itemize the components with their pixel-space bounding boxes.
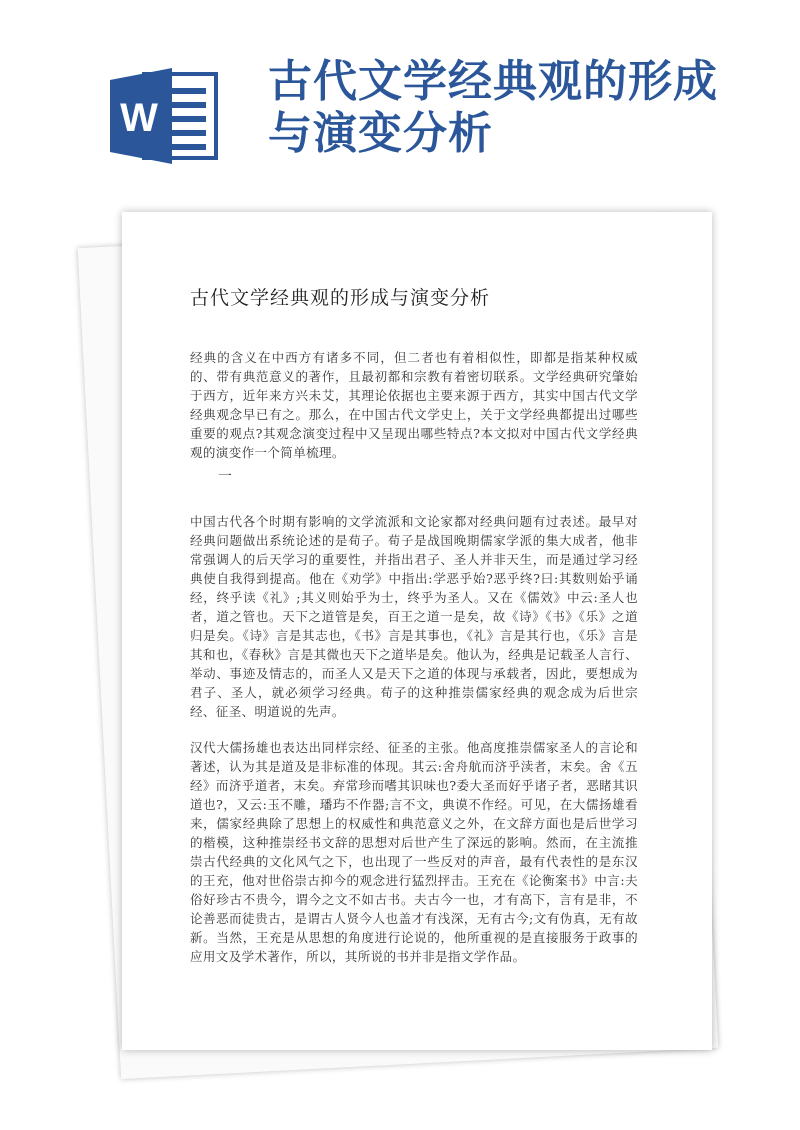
paragraph-3: 汉代大儒扬雄也表达出同样宗经、征圣的主张。他高度推崇儒家圣人的言论和著述，认为其是道及是非标准的体现。其云:舍舟航而济乎渎者，末矣。舍《五经》而济乎道者，末矣。弃常珍而嗜其识味也?委大圣而好乎诸子者，恶睹其识道也?，又云:玉不雕，璠玙不作器;言不文，典谟不作经。可见，在大儒扬雄看来，儒家经典除了思想上的权威性和典范意义之外，在文辞方面也是后世学习的楷模，这种推崇经书文辞的思想对后世产生了深远的影响。然而，在主流推崇古代经典的文化风气之下，也出现了一些反对的声音，最有代表性的是东汉的王充，他对世俗崇古抑今的观念进行猛烈抨击。王充在《论衡案书》中言:夫俗好珍古不贵今，谓今之文不如古书。夫古今一也，才有高下，言有是非，不论善恶而徒贵古，是谓古人贤今人也盖才有浅深，无有古今;文有伪真，无有故新。当然，王充是从思想的角度进行论说的，他所重视的是直接服务于政事的应用文及学术著作，所以，其所说的书并非是指文学作品。 <box>190 740 638 964</box>
paragraph-1: 经典的含义在中西方有诸多不同，但二者也有着相似性，即都是指某种权威的、带有典范意义的著作，且最初都和宗教有着密切联系。文学经典研究肇始于西方，近年来方兴未艾，其理论依据也主要来源于西方，其实中国古代文学经典观念早已有之。那么，在中国古代文学史上，关于文学经典都提出过哪些重要的观点?其观念演变过程中又呈现出哪些特点?本文拟对中国古代文学经典观的演变作一个简单梳理。 <box>190 350 638 460</box>
document-title: 古代文学经典观的形成与演变分析 <box>190 287 491 309</box>
paragraph-2: 中国古代各个时期有影响的文学流派和文论家都对经典问题有过表述。最早对经典问题做出系统论述的是荀子。荀子是战国晚期儒家学派的集大成者，他非常强调人的后天学习的重要性，并指出君子、圣人并非天生，而是通过学习经典使自我得到提高。他在《劝学》中指出:学恶乎始?恶乎终?曰:其数则始乎诵经，终乎读《礼》;其义则始乎为士，终乎为圣人。又在《儒效》中云:圣人也者，道之管也。天下之道管是矣，百王之道一是矣，故《诗》《书》《乐》之道归是矣。《诗》言是其志也，《书》言是其事也，《礼》言是其行也，《乐》言是其和也，《春秋》言是其微也天下之道毕是矣。他认为，经典是记载圣人言行、举动、事迹及情志的，而圣人又是天下之道的体现与承载者，因此，要想成为君子、圣人，就必须学习经典。荀子的这种推崇儒家经典的观念成为后世宗经、征圣、明道说的先声。 <box>190 514 638 719</box>
banner-title-line2: 与演变分析 <box>268 108 493 159</box>
banner-title-line1: 古代文学经典观的形成 <box>268 56 718 107</box>
word-logo-letter: W <box>120 96 158 140</box>
word-logo-icon <box>110 66 220 166</box>
section-marker: 一 <box>218 469 232 485</box>
banner-title <box>268 56 788 160</box>
